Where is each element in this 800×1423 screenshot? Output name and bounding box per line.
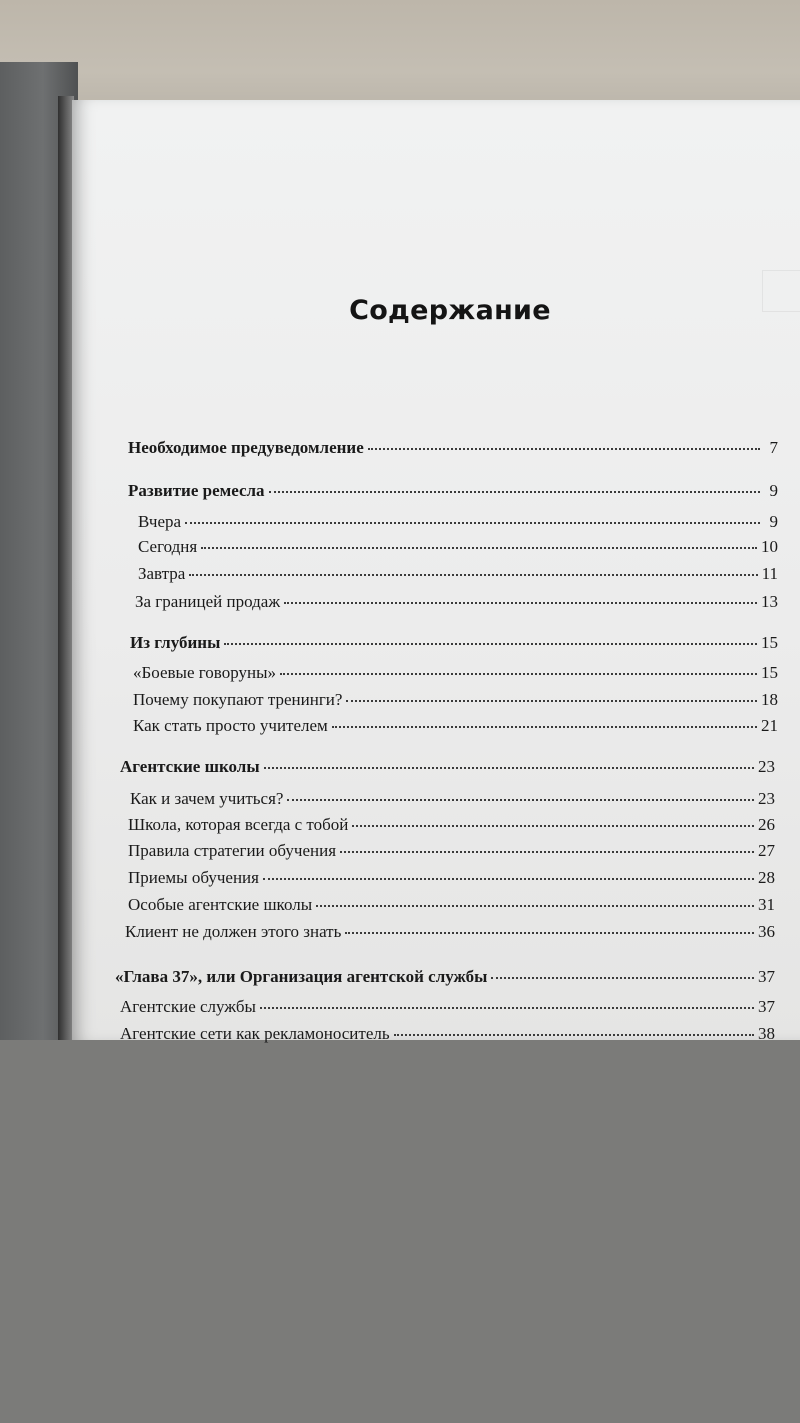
dot-leader: [264, 767, 754, 769]
dot-leader: [269, 491, 760, 493]
toc-entry-page-number: 36: [758, 922, 775, 941]
toc-entry: [133, 690, 778, 716]
dot-leader: [280, 673, 757, 675]
dot-leader: [316, 905, 754, 907]
toc-entry-title: Агентские сети как рекламоноситель: [120, 1024, 390, 1043]
toc-entry-title: Как и зачем учиться?: [130, 789, 284, 808]
dot-leader: [224, 643, 757, 645]
toc-entry-page-number: 15: [761, 633, 778, 652]
toc-entry-page-number: 23: [758, 757, 775, 776]
toc-entry-page-number: 7: [769, 438, 778, 457]
dot-leader: [491, 977, 754, 979]
toc-entry-title: Правила стратегии обучения: [128, 841, 337, 860]
toc-entry-title: «Глава 37», или Организация агентской службы: [115, 967, 488, 986]
toc-entry-page-number: 21: [761, 716, 778, 735]
dot-leader: [201, 547, 757, 549]
toc-entry: [135, 592, 778, 618]
dot-leader: [260, 1007, 754, 1009]
toc-entry-title: За границей продаж: [135, 592, 281, 611]
toc-entry-title: Из глубины: [130, 633, 221, 652]
gray-background: [0, 1040, 800, 1423]
toc-entry-title: Сегодня: [138, 537, 198, 556]
dot-leader: [189, 574, 757, 576]
toc-entry-page-number: 11: [761, 564, 778, 583]
dot-leader: [340, 851, 754, 853]
dot-leader: [332, 726, 757, 728]
dot-leader: [185, 522, 760, 524]
toc-entry: [128, 841, 775, 867]
dot-leader: [346, 700, 757, 702]
dot-leader: [394, 1034, 754, 1036]
toc-entry: [128, 815, 775, 841]
toc-entry-page-number: 15: [761, 663, 778, 682]
toc-entry: [130, 633, 778, 659]
toc-entry: [115, 967, 775, 993]
toc-entry-title: Почему покупают тренинги?: [133, 690, 343, 709]
toc-entry-page-number: 31: [758, 895, 775, 914]
toc-entry: [120, 997, 775, 1023]
toc-entry: [128, 481, 778, 507]
toc-entry-page-number: 18: [761, 690, 778, 709]
toc-entry: [138, 512, 778, 538]
toc-entry: [120, 757, 775, 783]
toc-entry-title: Школа, которая всегда с тобой: [128, 815, 349, 834]
toc-entry-page-number: 26: [758, 815, 775, 834]
toc-entry: [133, 663, 778, 689]
page-title: Содержание: [349, 295, 551, 326]
toc-entry-title: Приемы обучения: [128, 868, 259, 887]
toc-entry: [133, 716, 778, 742]
toc-entry-page-number: 37: [758, 967, 775, 986]
toc-entry-title: Завтра: [138, 564, 186, 583]
toc-entry-title: Как стать просто учителем: [133, 716, 328, 735]
toc-entry-page-number: 27: [758, 841, 775, 860]
toc-entry: [138, 564, 778, 590]
toc-entry-title: «Боевые говоруны»: [133, 663, 277, 682]
toc-entry-title: Развитие ремесла: [128, 481, 265, 500]
toc-entry: [125, 922, 775, 948]
toc-entry-page-number: 10: [761, 537, 778, 556]
toc-entry-title: Агентские службы: [120, 997, 256, 1016]
toc-entry: [120, 1024, 775, 1050]
toc-entry-page-number: 9: [769, 481, 778, 500]
toc-entry: [128, 868, 775, 894]
toc-entry: [130, 789, 775, 815]
toc-entry-page-number: 38: [758, 1024, 775, 1043]
dot-leader: [368, 448, 760, 450]
toc-entry-title: Клиент не должен этого знать: [125, 922, 342, 941]
dot-leader: [287, 799, 754, 801]
toc-entry-title: Агентские школы: [120, 757, 260, 776]
toc-entry-title: Вчера: [138, 512, 182, 531]
toc-entry-page-number: 9: [769, 512, 778, 531]
toc-entry-page-number: 28: [758, 868, 775, 887]
toc-entry: [128, 895, 775, 921]
toc-entry: [138, 537, 778, 563]
dot-leader: [263, 878, 754, 880]
dot-leader: [345, 932, 754, 934]
toc-entry-page-number: 13: [761, 592, 778, 611]
dot-leader: [352, 825, 754, 827]
toc-entry-page-number: 23: [758, 789, 775, 808]
toc-entry: [128, 438, 778, 464]
toc-entry-page-number: 37: [758, 997, 775, 1016]
toc-entry-title: Необходимое предуведомление: [128, 438, 364, 457]
dot-leader: [284, 602, 757, 604]
toc-entry-title: Особые агентские школы: [128, 895, 313, 914]
